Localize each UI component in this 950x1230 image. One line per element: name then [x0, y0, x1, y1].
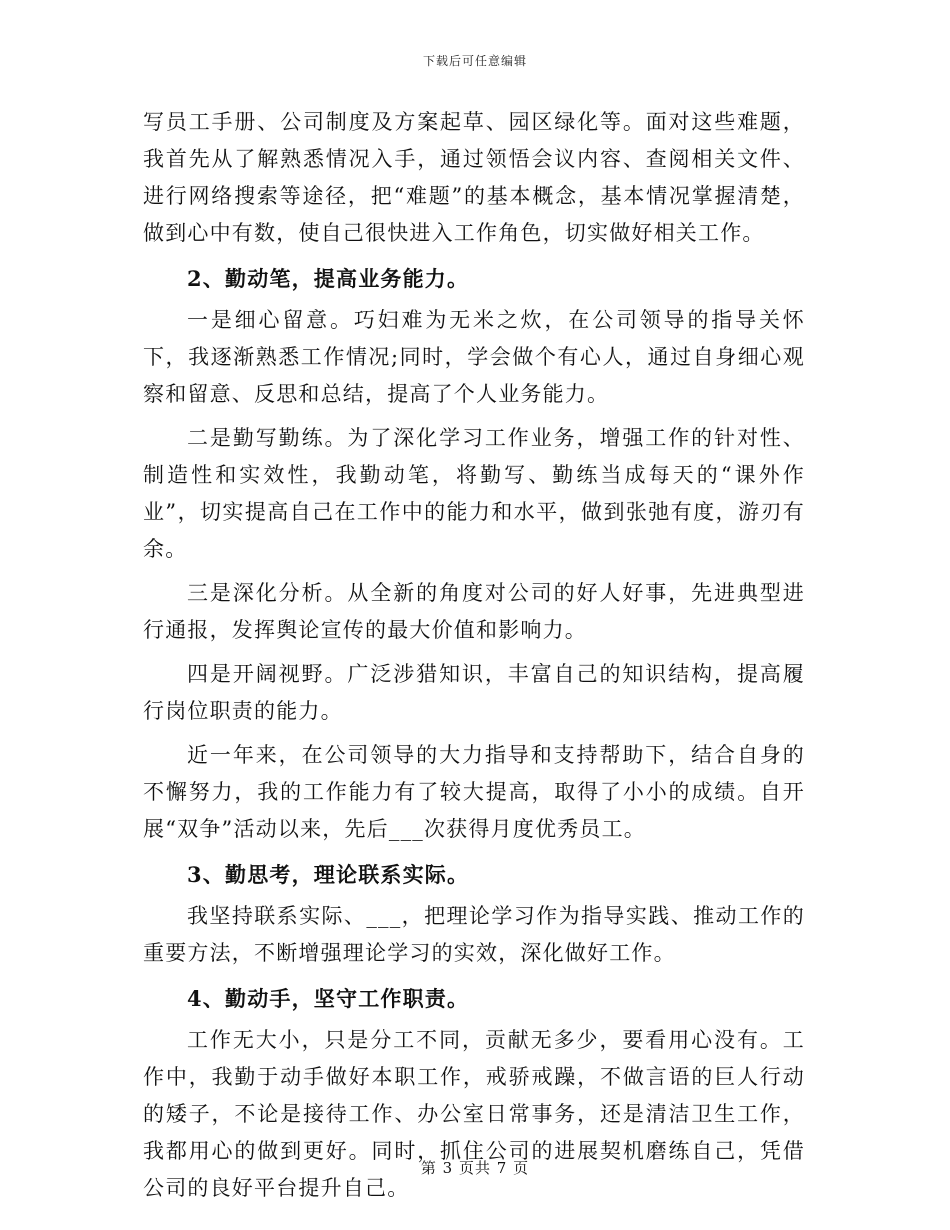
document-body — [143, 104, 805, 1207]
section-heading-3: 3、勤思考，理论联系实际。 — [187, 862, 470, 887]
page-number: 第 3 页共 7 页 — [420, 1159, 530, 1177]
paragraph-work-duty: 工作无大小，只是分工不同，贡献无多少，要看用心没有。工作中，我勤于动手做好本职工作，戒骄戒躁，不做言语的巨人行动的矮子，不论是接待工作、办公室日常事务，还是清洁卫生工作，我都用心的做到更好。同时，抓住公司的进展契机磨练自己，凭借公司的良好平台提升自己。 — [143, 1028, 805, 1200]
page-header: 下载后可任意编辑 — [422, 54, 527, 68]
paragraph-practice-writing: 二是勤写勤练。为了深化学习工作业务，增强工作的针对性、制造性和实效性，我勤动笔，将勤写、勤练当成每天的“课外作业”，切实提高自己在工作中的能力和水平，做到张弛有度，游刃有余。 — [143, 426, 805, 561]
section-heading-2: 2、勤动笔，提高业务能力。 — [187, 266, 470, 291]
paragraph-theory-practice: 我坚持联系实际、___，把理论学习作为指导实践、推动工作的重要方法，不断增强理论学习的实效，深化做好工作。 — [143, 904, 805, 965]
paragraph-continued: 写员工手册、公司制度及方案起草、园区绿化等。面对这些难题，我首先从了解熟悉情况入手，通过领悟会议内容、查阅相关文件、进行网络搜索等途径，把“难题”的基本概念，基本情况掌握清楚，做到心中有数，使自己很快进入工作角色，切实做好相关工作。 — [143, 110, 805, 245]
paragraph-deep-analysis: 三是深化分析。从全新的角度对公司的好人好事，先进典型进行通报，发挥舆论宣传的最大价值和影响力。 — [143, 581, 805, 642]
section-heading-4: 4、勤动手，坚守工作职责。 — [187, 986, 470, 1011]
paragraph-careful-attention: 一是细心留意。巧妇难为无米之炊，在公司领导的指导关怀下，我逐渐熟悉工作情况;同时，学会做个有心人，通过自身细心观察和留意、反思和总结，提高了个人业务能力。 — [143, 308, 805, 406]
paragraph-broaden-horizon: 四是开阔视野。广泛涉猎知识，丰富自己的知识结构，提高履行岗位职责的能力。 — [143, 662, 805, 723]
paragraph-annual-summary: 近一年来，在公司领导的大力指导和支持帮助下，结合自身的不懈努力，我的工作能力有了较大提高，取得了小小的成绩。自开展“双争”活动以来，先后___次获得月度优秀员工。 — [143, 743, 805, 841]
